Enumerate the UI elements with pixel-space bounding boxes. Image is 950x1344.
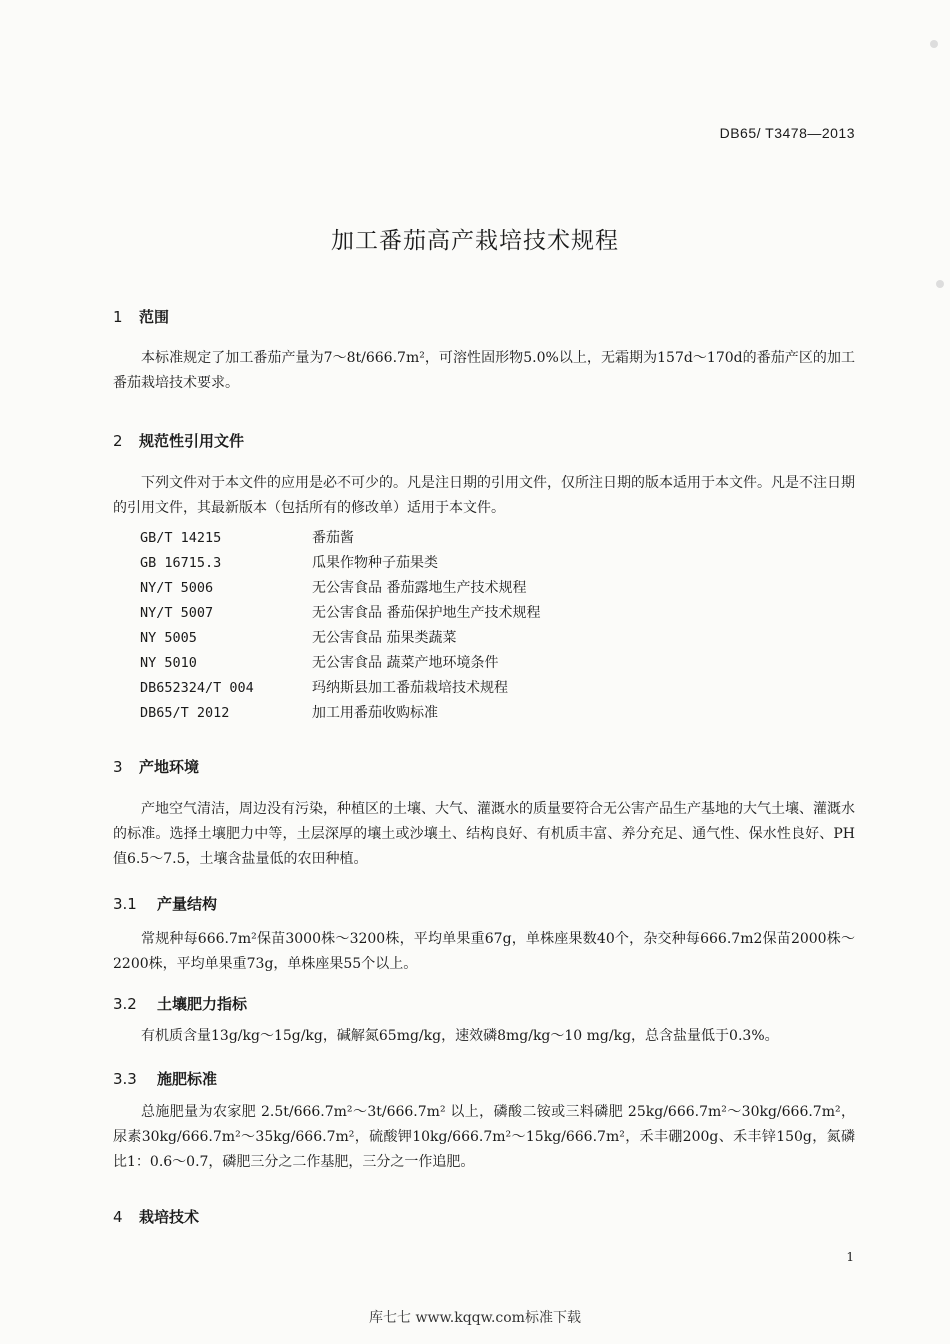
section-title: 规范性引用文件: [139, 432, 245, 450]
reference-row: [140, 576, 780, 601]
section-title: 栽培技术: [139, 1208, 200, 1226]
document-title: 加工番茄高产栽培技术规程: [331, 228, 619, 254]
reference-name: 瓜果作物种子茄果类: [312, 555, 438, 571]
reference-code: NY 5005: [140, 630, 197, 646]
reference-row: [140, 601, 780, 626]
reference-row: [140, 626, 780, 651]
reference-name: 无公害食品 番茄保护地生产技术规程: [312, 605, 541, 621]
section-1-heading: [113, 306, 169, 327]
section-title: 产量结构: [157, 895, 218, 913]
section-4-heading: [113, 1206, 199, 1227]
section-number: 3: [113, 758, 123, 776]
scan-mark: [930, 40, 938, 48]
section-3-heading: [113, 756, 199, 777]
reference-name: 无公害食品 茄果类蔬菜: [312, 630, 457, 646]
section-3-2-paragraph: 有机质含量13g/kg～15g/kg，碱解氮65mg/kg，速效磷8mg/kg～10 mg/kg，总含盐量低于0.3%。: [141, 1028, 779, 1044]
reference-name: 加工用番茄收购标准: [312, 705, 438, 721]
scan-mark: [936, 280, 944, 288]
section-3-3-paragraph: 总施肥量为农家肥 2.5t/666.7m²～3t/666.7m² 以上，磷酸二铵或三料磷肥 25kg/666.7m²～30kg/666.7m²，尿素30kg/666.7m²～35kg/666.7m²，硫酸钾10kg/666.7m²～15kg/666.7m²，禾丰硼200g、禾丰锌150g，氮磷比1：0.6～0.7，磷肥三分之二作基肥，三分之一作追肥。: [113, 1104, 855, 1170]
reference-code: GB/T 14215: [140, 530, 222, 546]
section-title: 土壤肥力指标: [157, 995, 248, 1013]
section-3-paragraph: 产地空气清洁，周边没有污染，种植区的土壤、大气、灌溉水的质量要符合无公害产品生产基地的大气土壤、灌溉水的标准。选择土壤肥力中等，土层深厚的壤土或沙壤土、结构良好、有机质丰富、养分充足、通气性、保水性良好、PH值6.5～7.5，土壤含盐量低的农田种植。: [113, 801, 855, 867]
normative-references-list: [140, 526, 780, 726]
section-number: 3.1: [113, 895, 137, 913]
section-2-paragraph: 下列文件对于本文件的应用是必不可少的。凡是注日期的引用文件，仅所注日期的版本适用于本文件。凡是不注日期的引用文件，其最新版本（包括所有的修改单）适用于本文件。: [113, 475, 855, 516]
reference-code: NY/T 5007: [140, 605, 214, 621]
reference-name: 无公害食品 番茄露地生产技术规程: [312, 580, 527, 596]
reference-code: NY/T 5006: [140, 580, 214, 596]
section-number: 3.3: [113, 1070, 137, 1088]
section-3-3-heading: [113, 1068, 217, 1089]
section-number: 4: [113, 1208, 123, 1226]
reference-row: [140, 676, 780, 701]
reference-code: GB 16715.3: [140, 555, 222, 571]
section-3-1-heading: [113, 893, 217, 914]
section-title: 范围: [139, 308, 170, 326]
reference-code: DB65/T 2012: [140, 705, 230, 721]
section-3-1-paragraph: 常规种每666.7m²保苗3000株～3200株，平均单果重67g，单株座果数40个，杂交种每666.7m2保苗2000株～2200株，平均单果重73g，单株座果55个以上。: [113, 931, 855, 972]
reference-row: [140, 701, 780, 726]
reference-name: 番茄酱: [312, 530, 354, 546]
reference-name: 无公害食品 蔬菜产地环境条件: [312, 655, 499, 671]
section-number: 2: [113, 432, 123, 450]
page-number: 1: [846, 1250, 854, 1264]
section-title: 施肥标准: [157, 1070, 218, 1088]
standard-code: DB65/ T3478—2013: [719, 125, 855, 141]
section-number: 3.2: [113, 995, 137, 1013]
section-3-2-heading: [113, 993, 247, 1014]
section-number: 1: [113, 308, 123, 326]
footer-watermark: 库七七 www.kqqw.com标准下载: [369, 1310, 581, 1326]
reference-row: [140, 526, 780, 551]
section-title: 产地环境: [139, 758, 200, 776]
reference-code: DB652324/T 004: [140, 680, 254, 696]
reference-row: [140, 551, 780, 576]
reference-code: NY 5010: [140, 655, 197, 671]
reference-name: 玛纳斯县加工番茄栽培技术规程: [312, 680, 508, 696]
reference-row: [140, 651, 780, 676]
section-2-heading: [113, 430, 244, 451]
section-1-paragraph: 本标准规定了加工番茄产量为7～8t/666.7m²，可溶性固形物5.0%以上，无霜期为157d～170d的番茄产区的加工番茄栽培技术要求。: [113, 350, 855, 391]
